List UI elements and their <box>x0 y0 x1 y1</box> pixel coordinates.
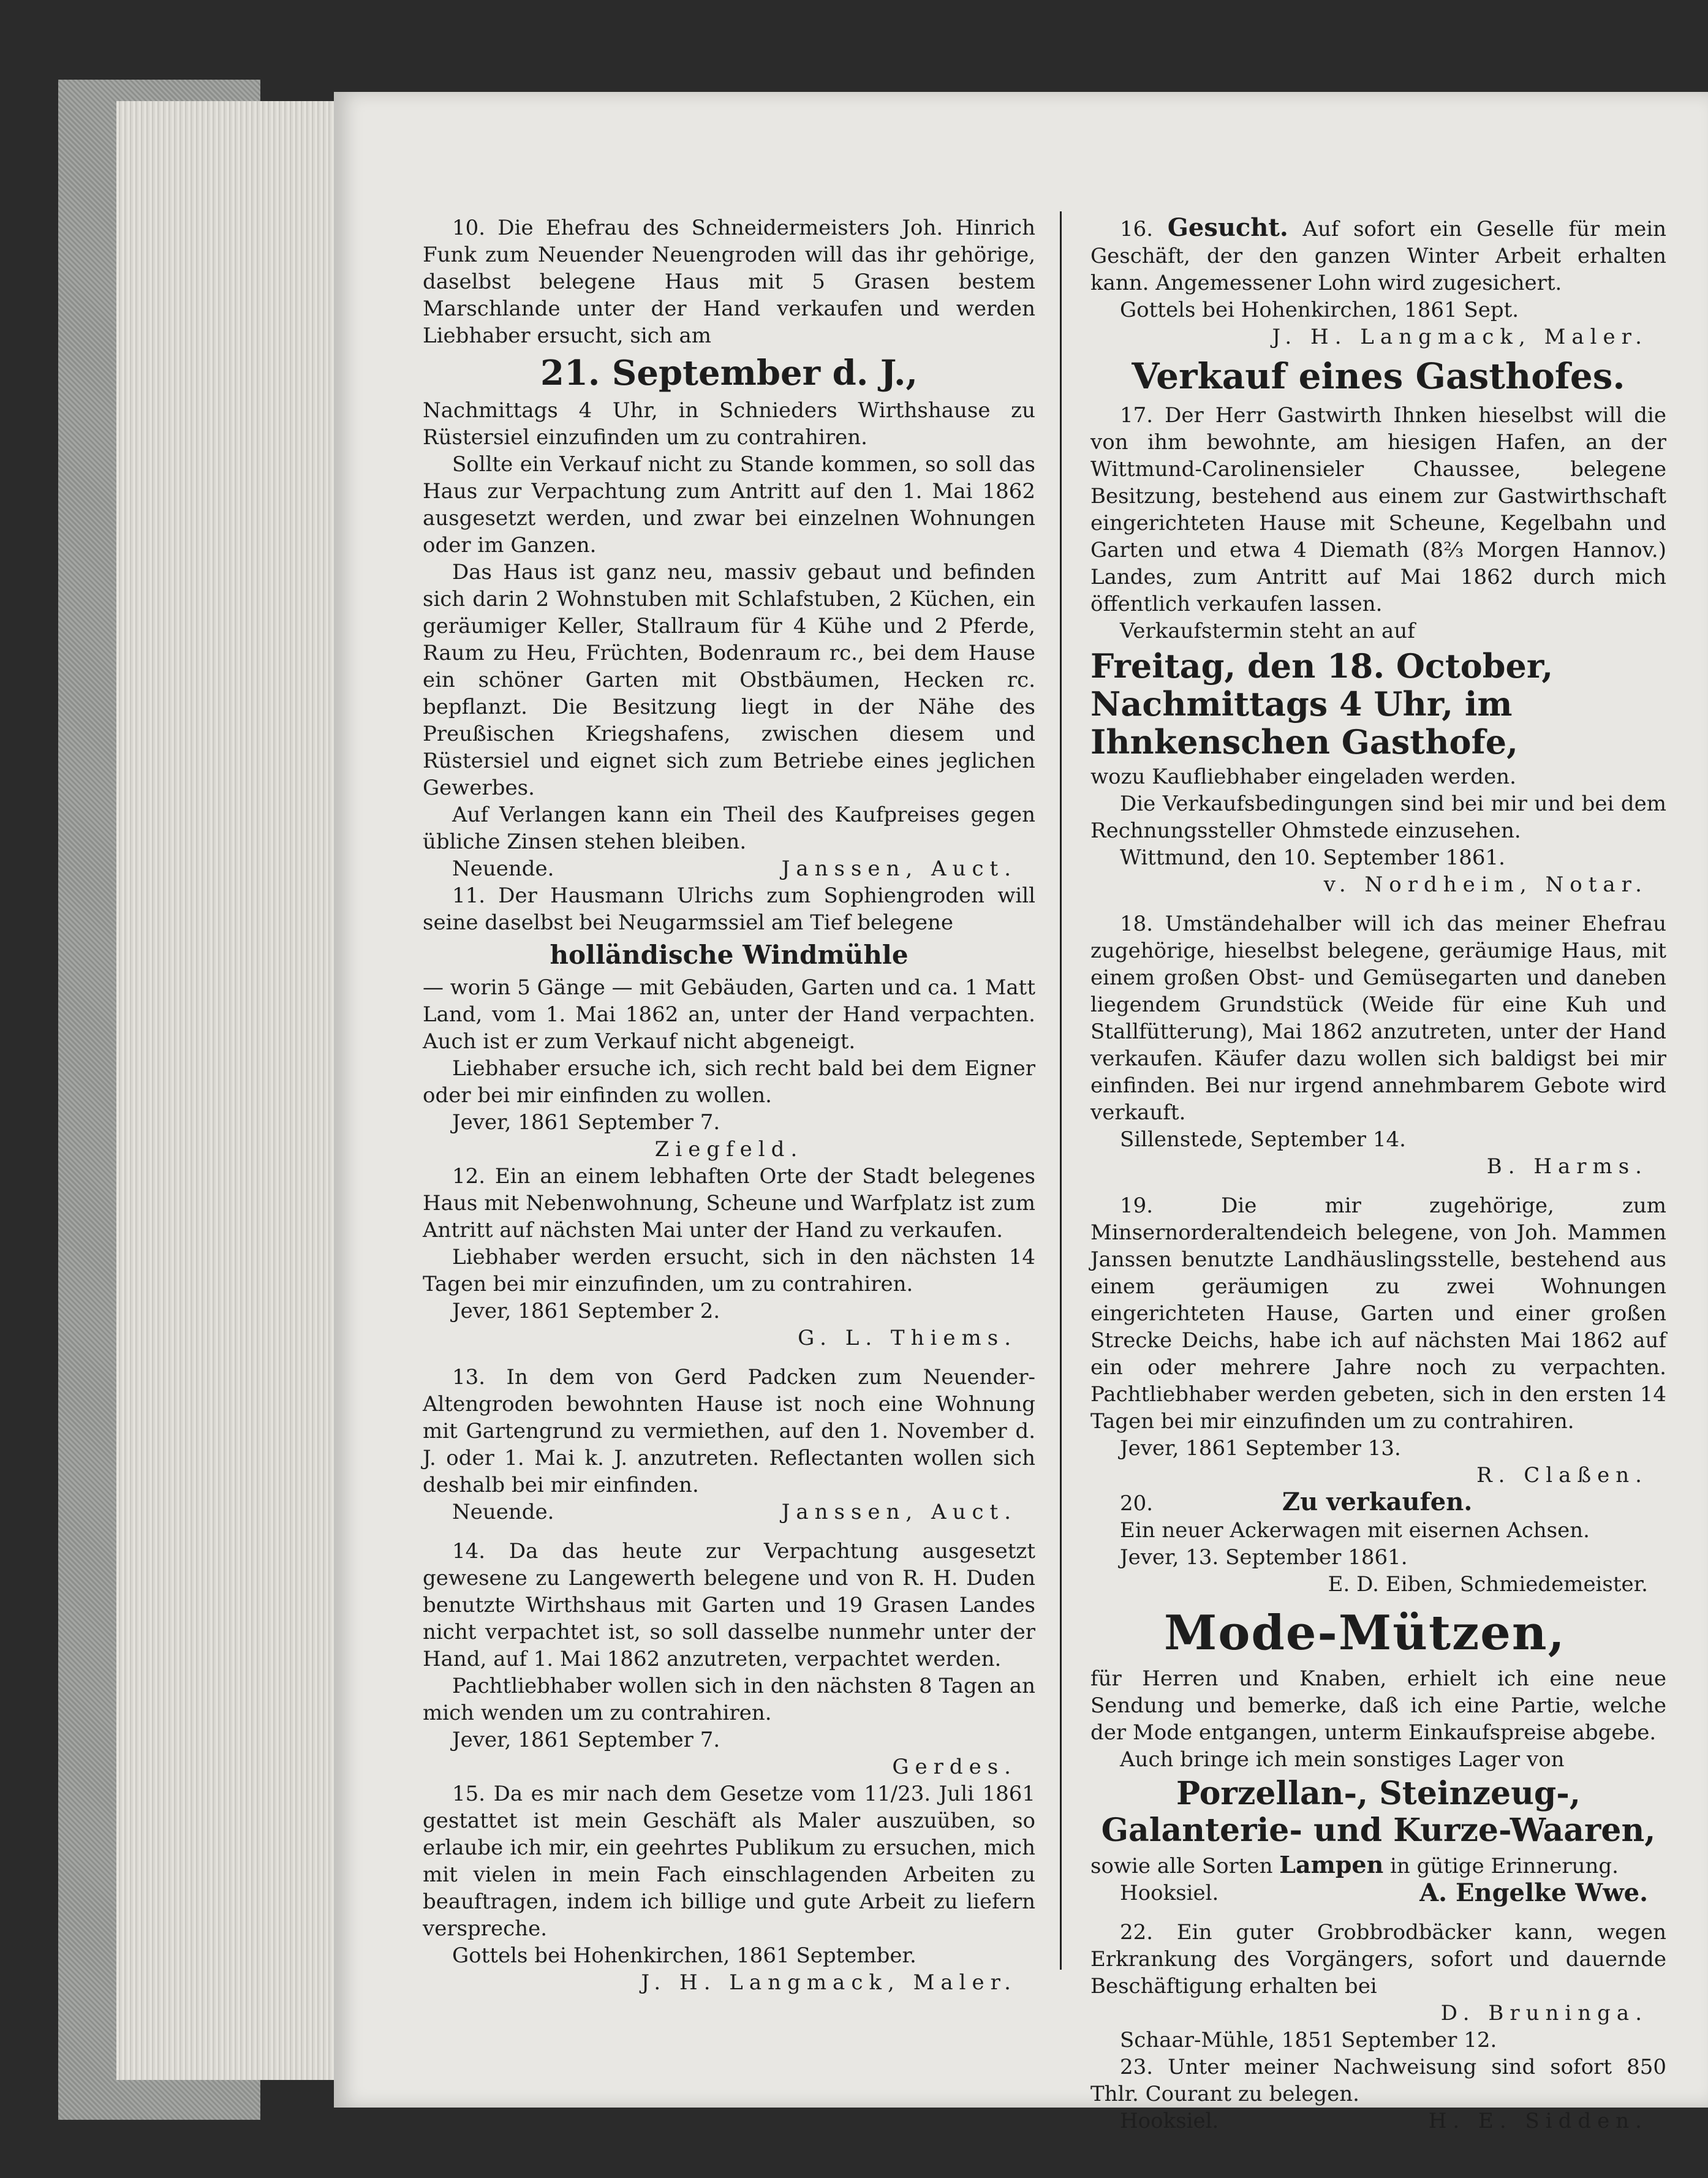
ad-18-signature: B. Harms. <box>1486 1154 1648 1179</box>
ad-10-date: 21. September d. J., <box>540 353 918 393</box>
ad-16-title: Gesucht. <box>1167 213 1288 242</box>
ad-10-paragraph-2: Nachmittags 4 Uhr, in Schnieders Wirthshause zu Rüstersiel einzufinden um zu contrahiren. <box>423 398 1035 450</box>
ad-21-wares: Porzellan-, Steinzeug-, Galanterie- und Kurze-Waaren, <box>1101 1775 1656 1849</box>
ad-17-paragraph-4: Die Verkaufsbedingungen sind bei mir und bei dem Rechnungssteller Ohmstede einzusehen. <box>1090 792 1666 843</box>
ad-19-signature: R. Claßen. <box>1476 1463 1648 1488</box>
ad-13-place: Neuende. <box>452 1500 554 1524</box>
ad-16-body: Auf sofort ein Geselle für mein Geschäft, der den ganzen Winter Arbeit erhalten kann. Angemessener Lohn wird zugesichert. <box>1090 217 1666 295</box>
ad-15-place: Gottels bei Hohenkirchen, 1861 September. <box>452 1943 916 1968</box>
ad-14-place: Jever, 1861 September 7. <box>452 1728 720 1752</box>
ad-17-title: Verkauf eines Gasthofes. <box>1132 355 1625 397</box>
ad-14-text: 14. Da das heute zur Verpachtung ausgesetzt gewesene zu Langewerth belegene und von R. H. Duden benutzte Wirthshaus mit Garten und 19 Grasen Landes nicht verpachtet ist, so soll dasselbe nunmehr unter der Hand, auf 1. Mai 1862 anzutreten, verpachtet werden. <box>423 1539 1035 1671</box>
ad-20-header <box>1090 1489 1666 1517</box>
ad-17-signature: v. Nordheim, Notar. <box>1323 872 1648 897</box>
ad-19-text: 19. Die mir zugehörige, zum Minsernorderaltendeich belegene, von Joh. Mammen Janssen benutzte Landhäuslingsstelle, bestehend aus einem geräumigen zu zwei Wohnungen eingerichteten Hause, Garten und einer großen Strecke Deichs, habe ich auf nächsten Mai 1862 auf ein oder mehrere Jahre noch zu verpachten. Pachtliebhaber werden gebeten, sich in den ersten 14 Tagen bei mir einzufinden um zu contrahiren. <box>1090 1193 1666 1434</box>
ad-22-place: Schaar-Mühle, 1851 September 12. <box>1120 2028 1497 2052</box>
ad-10-signature: Janssen, Auct. <box>781 856 1017 881</box>
ad-10-paragraph-3: Sollte ein Verkauf nicht zu Stande kommen, so soll das Haus zur Verpachtung zum Antritt auf den 1. Mai 1862 ausgesetzt werden, und zwar bei einzelnen Wohnungen oder im Ganzen. <box>423 452 1035 558</box>
ad-20-signature: E. D. Eiben, Schmiedemeister. <box>1328 1572 1648 1597</box>
ad-12-signature: G. L. Thiems. <box>798 1326 1017 1350</box>
ad-23-footer <box>1090 2108 1666 2135</box>
column-divider <box>1060 211 1062 1970</box>
ad-16-signature: J. H. Langmack, Maler. <box>1272 325 1648 349</box>
ad-12-place: Jever, 1861 September 2. <box>452 1299 720 1323</box>
ad-22-text: 22. Ein guter Grobbrodbäcker kann, wegen Erkrankung des Vorgängers, sofort und dauernde Beschäftigung erhalten bei <box>1090 1920 1666 1998</box>
ad-23-signature: H. E. Sidden. <box>1428 2109 1648 2133</box>
ad-12-text: 12. Ein an einem lebhaften Orte der Stadt belegenes Haus mit Nebenwohnung, Scheune und Warfplatz ist zum Antritt auf nächsten Mai unter der Hand zu verkaufen. <box>423 1164 1035 1242</box>
ad-11-paragraph-2: — worin 5 Gänge — mit Gebäuden, Garten und ca. 1 Matt Land, vom 1. Mai 1862 an, unter der Hand verpachten. Auch ist er zum Verkauf nicht abgeneigt. <box>423 975 1035 1054</box>
ad-19-place: Jever, 1861 September 13. <box>1120 1436 1401 1461</box>
ad-21-place: Hooksiel. <box>1120 1881 1219 1905</box>
ad-22-signature: D. Bruninga. <box>1440 2001 1648 2025</box>
ad-21-footer <box>1090 1880 1666 1907</box>
page-edges <box>116 101 337 2080</box>
ad-12-paragraph-2: Liebhaber werden ersucht, sich in den nächsten 14 Tagen bei mir einzufinden, um zu contrahiren. <box>423 1245 1035 1296</box>
ad-17-paragraph-2: Verkaufstermin steht an auf <box>1120 619 1415 643</box>
ad-11-signature: Ziegfeld. <box>654 1137 804 1162</box>
ad-20-number: 20. <box>1120 1491 1154 1516</box>
ad-11-paragraph-3: Liebhaber ersuche ich, sich recht bald bei dem Eigner oder bei mir einfinden zu wollen. <box>423 1056 1035 1108</box>
ad-13-text: 13. In dem von Gerd Padcken zum Neuender-Altengroden bewohnten Hause ist noch eine Wohnung mit Gartengrund zu vermiethen, auf den 1. November d. J. oder 1. Mai k. J. anzutreten. Reflectanten wollen sich deshalb bei mir einfinden. <box>423 1365 1035 1497</box>
ad-21-paragraph-2: Auch bringe ich mein sonstiges Lager von <box>1120 1747 1565 1772</box>
ad-21-signature: A. Engelke Wwe. <box>1419 1878 1648 1907</box>
ad-10-paragraph-4: Das Haus ist ganz neu, massiv gebaut und befinden sich darin 2 Wohnstuben mit Schlafstuben, 2 Küchen, ein geräumiger Keller, Stallraum für 4 Kühe und 2 Pferde, Raum zu Heu, Früchten, Bodenraum rc., bei dem Hause ein schöner Garten mit Obstbäumen, Hecken rc. bepflanzt. Die Besitzung liegt in der Nähe des Preußischen Kriegshafens, zwischen diesem und Rüstersiel und eignet sich zum Betriebe eines jeglichen Gewerbes. <box>423 560 1035 800</box>
ad-17-text: 17. Der Herr Gastwirth Ihnken hieselbst will die von ihm bewohnte, am hiesigen Hafen, an der Wittmund-Carolinensieler Chaussee, belegene Besitzung, bestehend aus einem zur Gastwirthschaft eingerichteten Hause mit Scheune, Kegelbahn und Garten und etwa 4 Diemath (8⅔ Morgen Hannov.) Landes, zum Antritt auf Mai 1862 durch mich öffentlich verkaufen lassen. <box>1090 403 1666 616</box>
ad-10-place: Neuende. <box>452 856 554 881</box>
ad-20-place: Jever, 13. September 1861. <box>1120 1545 1408 1570</box>
ad-14-signature: Gerdes. <box>892 1755 1017 1779</box>
ad-21-text: für Herren und Knaben, erhielt ich eine neue Sendung und bemerke, daß ich eine Partie, welche der Mode entgangen, unterm Einkaufspreise abgebe. <box>1090 1666 1666 1745</box>
ad-10-paragraph-5: Auf Verlangen kann ein Theil des Kaufpreises gegen übliche Zinsen stehen bleiben. <box>423 803 1035 854</box>
ad-21-paragraph-3 <box>1090 1851 1666 1880</box>
ad-10-footer <box>423 855 1035 882</box>
left-column <box>423 214 1035 1996</box>
ad-11-title: holländische Windmühle <box>550 940 909 970</box>
ad-17-place: Wittmund, den 10. September 1861. <box>1120 845 1505 870</box>
ad-10-text: 10. Die Ehefrau des Schneidermeisters Joh. Hinrich Funk zum Neuender Neuengroden will das ihr gehörige, daselbst belegene Haus mit 5 Grasen bestem Marschlande unter der Hand verkaufen und werden Liebhaber ersucht, sich am <box>423 216 1035 348</box>
ad-11-place: Jever, 1861 September 7. <box>452 1110 720 1135</box>
ad-20-title: Zu verkaufen. <box>1282 1488 1473 1516</box>
right-column <box>1090 214 1666 2135</box>
ad-21-title: Mode-Mützen, <box>1164 1605 1566 1661</box>
ad-13-signature: Janssen, Auct. <box>781 1500 1017 1524</box>
ad-23-place: Hooksiel. <box>1120 2109 1219 2133</box>
ad-11-text: 11. Der Hausmann Ulrichs zum Sophiengroden will seine daselbst bei Neugarmssiel am Tief belegene <box>423 883 1035 935</box>
ad-16-place: Gottels bei Hohenkirchen, 1861 Sept. <box>1120 298 1519 322</box>
ad-17-date: Freitag, den 18. October, Nachmittags 4 Uhr, im Ihnkenschen Gasthofe, <box>1090 646 1554 762</box>
ad-14-paragraph-2: Pachtliebhaber wollen sich in den nächsten 8 Tagen an mich wenden um zu contrahiren. <box>423 1674 1035 1725</box>
ad-23-text: 23. Unter meiner Nachweisung sind sofort 850 Thlr. Courant zu belegen. <box>1090 2055 1666 2106</box>
ad-15-signature: J. H. Langmack, Maler. <box>641 1970 1017 1995</box>
ad-21-p3-post: in gütige Erinnerung. <box>1390 1854 1619 1878</box>
ad-18-place: Sillenstede, September 14. <box>1120 1127 1406 1152</box>
ad-21-p3-bold: Lampen <box>1279 1851 1384 1878</box>
ad-20-text: Ein neuer Ackerwagen mit eisernen Achsen. <box>1120 1518 1590 1543</box>
ad-16-number: 16. <box>1120 217 1154 241</box>
ad-15-text: 15. Da es mir nach dem Gesetze vom 11/23. Juli 1861 gestattet ist mein Geschäft als Maler auszuüben, so erlaube ich mir, ein geehrtes Publikum zu ersuchen, mich mit vielen in mein Fach einschlagenden Arbeiten zu beauftragen, indem ich billige und gute Arbeit zu liefern verspreche. <box>423 1782 1035 1941</box>
ad-17-paragraph-3: wozu Kaufliebhaber eingeladen werden. <box>1090 765 1516 789</box>
ad-13-footer <box>423 1499 1035 1526</box>
ad-18-text: 18. Umständehalber will ich das meiner Ehefrau zugehörige, hieselbst belegene, geräumige Haus, mit einem großen Obst- und Gemüsegarten und daneben liegendem Grundstück (Weide für eine Kuh und Stallfütterung), Mai 1862 anzutreten, unter der Hand verkaufen. Käufer dazu wollen sich baldigst bei mir einfinden. Bei nur irgend annehmbarem Gebote wird verkauft. <box>1090 912 1666 1125</box>
ad-16-text <box>1090 214 1666 297</box>
ad-21-p3-pre: sowie alle Sorten <box>1090 1854 1273 1878</box>
